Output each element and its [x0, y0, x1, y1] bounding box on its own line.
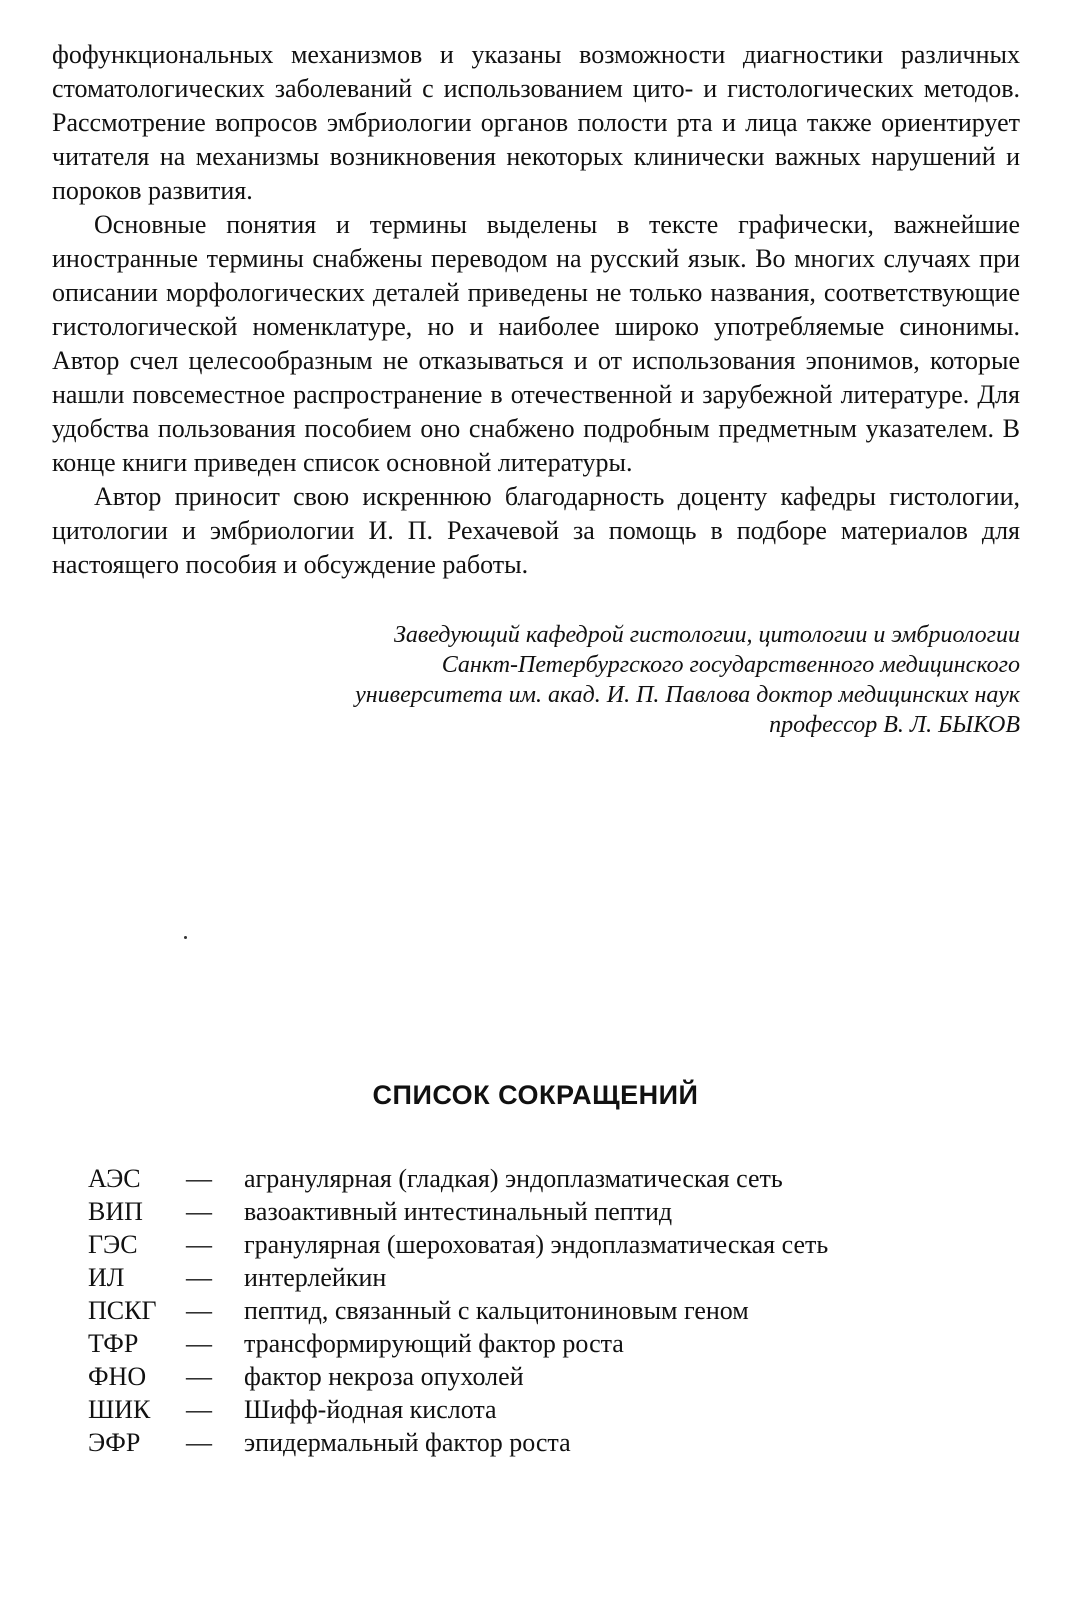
abbreviation-code: АЭС	[88, 1164, 141, 1193]
abbreviation-definition: Шифф-йодная кислота	[244, 1395, 497, 1424]
page-text	[52, 38, 1020, 740]
signature-line: Санкт-Петербургского государственного медицинского	[441, 652, 1020, 678]
abbreviation-code: ИЛ	[88, 1263, 125, 1292]
abbreviation-definition: вазоактивный интестинальный пептид	[244, 1197, 673, 1226]
abbreviation-dash: —	[186, 1263, 212, 1292]
abbreviation-code: ВИП	[88, 1197, 143, 1226]
abbreviation-definition: фактор некроза опухолей	[244, 1362, 524, 1391]
abbreviation-definition: агранулярная (гладкая) эндоплазматическая сеть	[244, 1164, 783, 1193]
print-speck	[184, 936, 187, 939]
abbreviation-dash: —	[186, 1296, 212, 1325]
abbreviation-dash: —	[186, 1428, 212, 1457]
signature-line: Заведующий кафедрой гистологии, цитологии и эмбриологии	[393, 622, 1020, 648]
signature-line: профессор В. Л. БЫКОВ	[769, 712, 1020, 738]
abbreviation-row	[88, 1327, 1048, 1360]
abbreviation-row	[88, 1261, 1048, 1294]
abbreviation-row	[88, 1162, 1048, 1195]
signature-line: университета им. акад. И. П. Павлова доктор медицинских наук	[355, 682, 1020, 708]
abbreviation-code: ГЭС	[88, 1230, 138, 1259]
abbreviation-definition: интерлейкин	[244, 1263, 387, 1292]
abbreviation-definition: пептид, связанный с кальцитониновым геном	[244, 1296, 749, 1325]
abbreviation-definition: эпидермальный фактор роста	[244, 1428, 571, 1457]
abbreviation-dash: —	[186, 1164, 212, 1193]
abbreviation-code: ЭФР	[88, 1428, 141, 1457]
abbreviation-dash: —	[186, 1329, 212, 1358]
abbreviation-dash: —	[186, 1230, 212, 1259]
paragraph-intro-continued: фофункциональных механизмов и указаны возможности диагностики различных стоматологических заболеваний с использованием цито- и гистологических методов. Рассмотрение вопросов эмбриологии органов полости рта и лица также ориентирует читателя на механизмы возникновения некоторых клинически важных нарушений и пороков развития.	[52, 40, 1020, 205]
abbreviation-row	[88, 1195, 1048, 1228]
author-signature	[52, 620, 1020, 740]
abbreviation-definition: гранулярная (шероховатая) эндоплазматическая сеть	[244, 1230, 829, 1259]
abbreviations-list	[88, 1162, 1048, 1459]
abbreviation-definition: трансформирующий фактор роста	[244, 1329, 624, 1358]
abbreviation-code: ФНО	[88, 1362, 147, 1391]
paragraph-terms: Основные понятия и термины выделены в тексте графически, важнейшие иностранные термины снабжены переводом на русский язык. Во многих случаях при описании морфологических деталей приведены не только названия, соответствующие гистологической номенклатуре, но и наиболее широко употребляемые синонимы. Автор счел целесообразным не отказываться и от использования эпонимов, которые нашли повсеместное распространение в отечественной и зарубежной литературе. Для удобства пользования пособием оно снабжено подробным предметным указателем. В конце книги приведен список основной литературы.	[52, 210, 1020, 477]
abbreviation-row	[88, 1294, 1048, 1327]
abbreviations-heading: СПИСОК СОКРАЩЕНИЙ	[372, 1080, 699, 1110]
abbreviation-row	[88, 1360, 1048, 1393]
abbreviation-code: ТФР	[88, 1329, 139, 1358]
abbreviation-row	[88, 1426, 1048, 1459]
abbreviation-code: ШИК	[88, 1395, 151, 1424]
abbreviation-row	[88, 1393, 1048, 1426]
abbreviation-code: ПСКГ	[88, 1296, 157, 1325]
paragraph-acknowledgement: Автор приносит свою искреннюю благодарность доценту кафедры гистологии, цитологии и эмбриологии И. П. Рехачевой за помощь в подборе материалов для настоящего пособия и обсуждение работы.	[52, 482, 1020, 579]
abbreviation-dash: —	[186, 1197, 212, 1226]
abbreviation-dash: —	[186, 1395, 212, 1424]
abbreviation-dash: —	[186, 1362, 212, 1391]
abbreviation-row	[88, 1228, 1048, 1261]
